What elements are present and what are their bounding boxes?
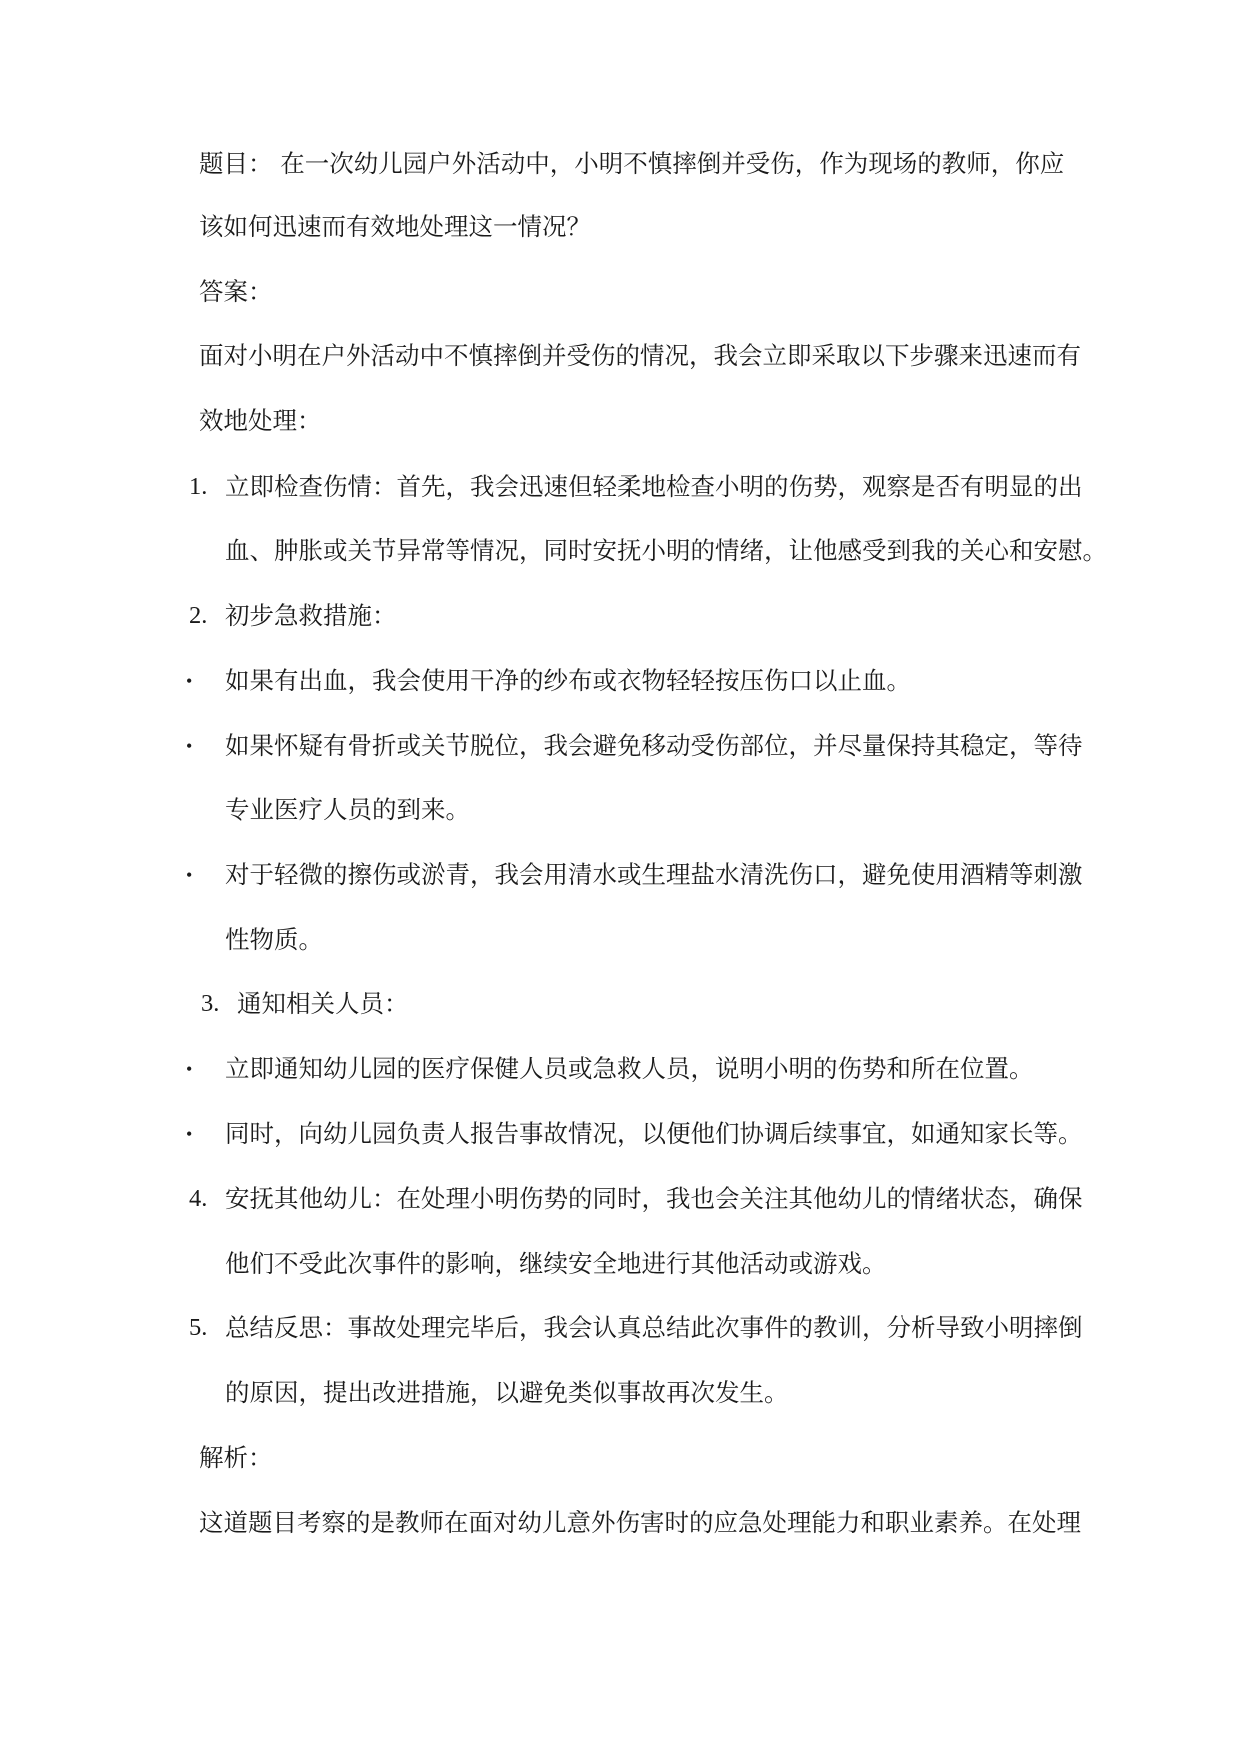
step-1-line-2: 血、肿胀或关节异常等情况，同时安抚小明的情绪，让他感受到我的关心和安慰。: [225, 536, 1107, 565]
step-2-number: 2.: [189, 602, 208, 629]
step-2-bullet-2-line-1: 如果怀疑有骨折或关节脱位，我会避免移动受伤部位，并尽量保持其稳定，等待: [225, 731, 1083, 760]
step-2-bullet-3-line-1: 对于轻微的擦伤或淤青，我会用清水或生理盐水清洗伤口，避免使用酒精等刺激: [225, 860, 1083, 889]
question-line-2: 该如何迅速而有效地处理这一情况？: [199, 212, 591, 241]
step-4-number: 4.: [189, 1185, 208, 1212]
bullet-marker: •: [186, 865, 193, 885]
step-5-number: 5.: [189, 1314, 208, 1341]
step-4-line-1: 安抚其他幼儿：在处理小明伤势的同时，我也会关注其他幼儿的情绪状态，确保: [225, 1184, 1083, 1213]
bullet-marker: •: [186, 1124, 193, 1144]
step-2-bullet-3-line-2: 性物质。: [225, 925, 323, 954]
analysis-line-1: 这道题目考察的是教师在面对幼儿意外伤害时的应急处理能力和职业素养。在处理: [199, 1508, 1081, 1537]
bullet-marker: •: [186, 671, 193, 691]
step-2-bullet-1: 如果有出血，我会使用干净的纱布或衣物轻轻按压伤口以止血。: [225, 666, 911, 695]
analysis-label: 解析：: [199, 1443, 273, 1472]
bullet-marker: •: [186, 736, 193, 756]
step-5-line-1: 总结反思：事故处理完毕后，我会认真总结此次事件的教训，分析导致小明摔倒: [225, 1313, 1083, 1342]
intro-line-1: 面对小明在户外活动中不慎摔倒并受伤的情况，我会立即采取以下步骤来迅速而有: [199, 341, 1081, 370]
step-1-line-1: 立即检查伤情：首先，我会迅速但轻柔地检查小明的伤势，观察是否有明显的出: [225, 472, 1083, 501]
step-3-bullet-2: 同时，向幼儿园负责人报告事故情况，以便他们协调后续事宜，如通知家长等。: [225, 1119, 1083, 1148]
step-1-number: 1.: [189, 473, 208, 500]
step-3-number: 3.: [201, 990, 220, 1017]
step-3-bullet-1: 立即通知幼儿园的医疗保健人员或急救人员，说明小明的伤势和所在位置。: [225, 1054, 1034, 1083]
step-3-line-1: 通知相关人员：: [237, 989, 409, 1018]
answer-label: 答案：: [199, 277, 273, 306]
intro-line-2: 效地处理：: [199, 406, 322, 435]
step-4-line-2: 他们不受此次事件的影响，继续安全地进行其他活动或游戏。: [225, 1249, 887, 1278]
step-5-line-2: 的原因，提出改进措施，以避免类似事故再次发生。: [225, 1378, 789, 1407]
step-2-line-1: 初步急救措施：: [225, 601, 397, 630]
question-line-1: 题目： 在一次幼儿园户外活动中，小明不慎摔倒并受伤，作为现场的教师，你应: [199, 149, 1065, 178]
bullet-marker: •: [186, 1059, 193, 1079]
step-2-bullet-2-line-2: 专业医疗人员的到来。: [225, 795, 470, 824]
